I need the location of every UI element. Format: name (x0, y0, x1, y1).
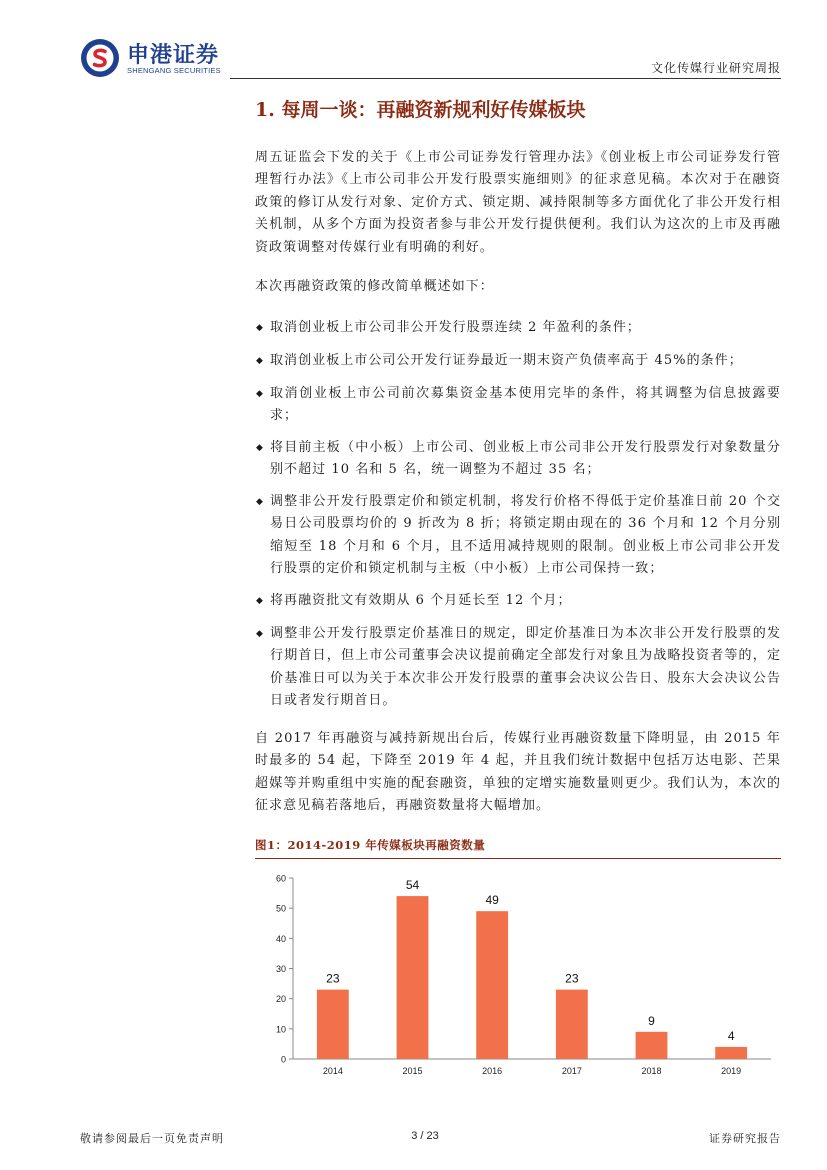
bullet-marker: ◆ (256, 443, 263, 453)
data-label-2016: 49 (485, 893, 499, 908)
bar-2018 (636, 1032, 668, 1059)
bar-chart (255, 862, 781, 1082)
bullet-marker: ◆ (256, 356, 263, 366)
section-title: 1. 每周一谈：再融资新规利好传媒板块 (255, 99, 586, 121)
x-tick-label: 2019 (721, 1066, 742, 1076)
disclaimer-note: 敬请参阅最后一页免责声明 (80, 1132, 224, 1145)
report-type: 文化传媒行业研究周报 (650, 61, 781, 75)
brand-name-en: SHENGANG SECURITIES (127, 66, 221, 75)
bar-2019 (715, 1047, 747, 1059)
y-tick-label: 10 (275, 1024, 286, 1035)
bullet-marker: ◆ (256, 323, 263, 333)
bar-2014 (317, 990, 349, 1059)
x-tick-label: 2015 (402, 1066, 423, 1076)
intro-paragraph: 周五证监会下发的关于《上市公司证券发行管理办法》《创业板上市公司证券发行管理暂行办法》《上市公司非公开发行股票实施细则》的征求意见稿。本次对于在融资政策的修订从发行对象、定价方式、锁定期、减持限制等多方面优化了非公开发行相关机制，从多个方面为投资者参与非公开发行提供便利。我们认为这次的上市及再融资政策调整对传媒行业有明确的利好。 (255, 150, 781, 255)
summary-lead: 本次再融资政策的修改简单概述如下： (255, 279, 494, 294)
bullet-item: 取消创业板上市公司公开发行证券最近一期末资产负债率高于 45%的条件； (270, 353, 743, 368)
figure-title: 图1：2014-2019 年传媒板块再融资数量 (255, 838, 486, 852)
data-label-2018: 9 (648, 1013, 655, 1028)
brand-name: 申港证券 (127, 43, 220, 68)
bar-2015 (397, 896, 429, 1059)
company-logo-icon (80, 38, 120, 78)
x-tick-label: 2018 (641, 1066, 662, 1076)
y-tick-label: 0 (280, 1054, 286, 1065)
report-label: 证券研究报告 (709, 1132, 781, 1145)
bullet-item: 将再融资批文有效期从 6 个月延长至 12 个月； (270, 593, 572, 608)
data-label-2014: 23 (326, 971, 340, 986)
bullet-marker: ◆ (256, 629, 263, 639)
bullet-marker: ◆ (256, 596, 263, 606)
y-tick-label: 50 (275, 903, 286, 914)
y-tick-label: 20 (275, 994, 286, 1005)
bullet-marker: ◆ (256, 497, 263, 507)
y-tick-label: 40 (275, 933, 286, 944)
y-tick-label: 60 (275, 873, 286, 884)
bar-2016 (476, 911, 508, 1059)
bullet-item: 取消创业板上市公司非公开发行股票连续 2 年盈利的条件； (270, 320, 641, 335)
x-tick-label: 2016 (482, 1066, 503, 1076)
bullet-marker: ◆ (256, 389, 263, 399)
figure-title-underline (255, 858, 781, 859)
data-label-2017: 23 (565, 971, 579, 986)
data-label-2015: 54 (405, 878, 420, 893)
data-label-2019: 4 (727, 1028, 735, 1043)
bullet-item: 将目前主板（中小板）上市公司、创业板上市公司非公开发行股票发行对象数量分别不超过 10 名和 5 名，统一调整为不超过 35 名； (270, 440, 781, 478)
page-number: 3 / 23 (411, 1130, 439, 1142)
x-tick-label: 2017 (561, 1066, 582, 1076)
bullet-item: 调整非公开发行股票定价和锁定机制，将发行价格不得低于定价基准日前 20 个交易日公司股票均价的 9 折改为 8 折；将锁定期由现在的 36 个月和 12 个月分别缩短至 18 个月和 6 个月，且不适用减持规则的限制。创业板上市公司非公开发行股票的定价和锁定机制与主板（中小板）上市公司保持一致； (270, 494, 781, 577)
conclusion-paragraph: 自 2017 年再融资与减持新规出台后，传媒行业再融资数量下降明显，由 2015 年时最多的 54 起，下降至 2019 年 4 起，并且我们统计数据中包括万达电影、芒果超媒等并购重组中实施的配套融资，单独的定增实施数量则更少。我们认为，本次的征求意见稿若落地后，再融资数量将大幅增加。 (255, 731, 781, 814)
bullet-item: 取消创业板上市公司前次募集资金基本使用完毕的条件，将其调整为信息披露要求； (270, 386, 781, 424)
y-tick-label: 30 (275, 964, 286, 974)
bar-2017 (556, 990, 588, 1059)
x-tick-label: 2014 (322, 1066, 343, 1076)
header-divider (230, 78, 781, 79)
bullet-item: 调整非公开发行股票定价基准日的规定，即定价基准日为本次非公开发行股票的发行期首日，但上市公司董事会决议提前确定全部发行对象且为战略投资者等的，定价基准日可以为关于本次非公开发行股票的董事会决议公告日、股东大会决议公告日或者发行期首日。 (270, 626, 781, 709)
